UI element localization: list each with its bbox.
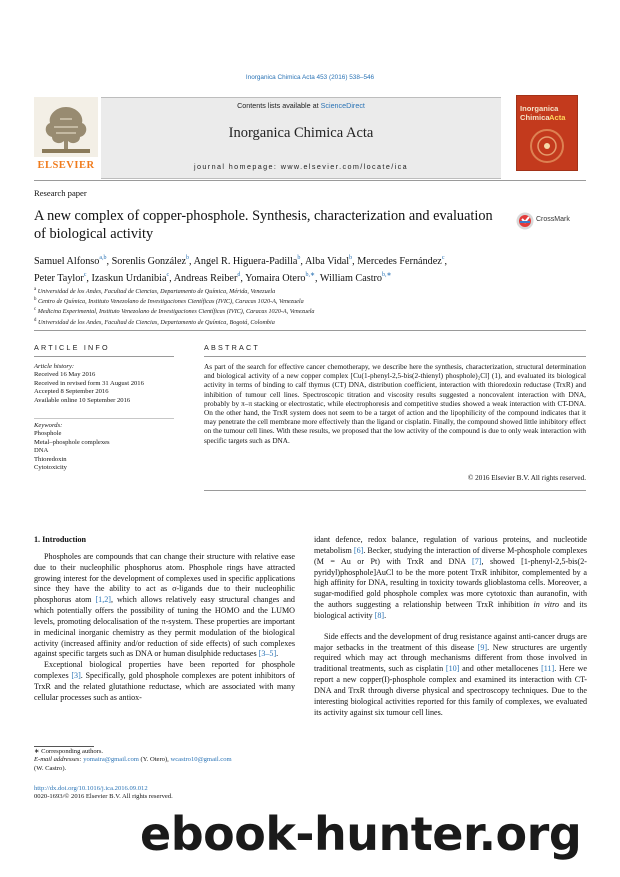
- citation-link[interactable]: [6]: [353, 545, 364, 555]
- history-item: Received in revised form 31 August 2016: [34, 379, 144, 387]
- email-label: E-mail addresses:: [34, 756, 84, 764]
- cover-title-3: Acta: [549, 113, 566, 122]
- body-text: , which allows relatively easy structural changes and which potentially offers the possibility of tuning the HOMO and the LUMO levels, promoting delocalisation of the π-system. These properties are important in medicinal inorganic chemistry as they permit modulation of the biological activity (increased affinity and/or reduction of side effects) of such complexes against specific targets such as DNA or human disulphide reductases: [34, 595, 295, 659]
- crossmark-badge[interactable]: [516, 212, 578, 230]
- watermark: ebook-hunter.org: [140, 807, 582, 861]
- author[interactable]: Sorenlis González: [111, 256, 187, 267]
- authors-line-2: Peter Taylor$^c$, Izaskun Urdanibia$^c$, Andreas Reiber$^d$, Yomaira Otero$^{b,∗}$, William Castro$^{b,∗}$: [34, 271, 392, 284]
- body-paragraph: [314, 535, 587, 622]
- journal-cover-image: [516, 95, 578, 171]
- author[interactable]: Mercedes Fernández: [357, 256, 442, 267]
- keywords-rule: [34, 418, 174, 419]
- abstract-bottom-rule: [204, 490, 586, 491]
- body-text: , showed [1-phenyl-2,5-bis(2-pyridyl)phosphole]AuCl to be the more potent TrxR inhibitor, complemented by a high affinity for DNA, resulting in toxicity towards glioblastoma cells. Moreover, a sugar-modified gold phosphole complex was more cytotoxic than auranofin, with the authors suggesting a relationship between TrxR inhibition: [314, 556, 587, 610]
- contents-line: [101, 101, 501, 110]
- author-affil-sup: a,b: [99, 255, 107, 261]
- history-item: Received 16 May 2016: [34, 371, 96, 379]
- body-text: . Specifically, gold phosphole complexes are potent inhibitors of TrxR and the related glutathione reductase, which are associated with many cellular processes such as antiox-: [34, 671, 295, 702]
- body-paragraph: [314, 632, 587, 719]
- cover-title-2: Chimica: [520, 113, 550, 122]
- abstract-heading: ABSTRACT: [204, 343, 260, 352]
- author[interactable]: William Castro: [319, 272, 383, 284]
- email-link[interactable]: wcastro10@gmail.com: [170, 756, 232, 764]
- journal-name: Inorganica Chimica Acta: [228, 125, 374, 141]
- affiliation-item: [34, 296, 594, 306]
- body-paragraph: [34, 552, 295, 660]
- citation-link[interactable]: [10]: [445, 664, 460, 674]
- author[interactable]: Peter Taylor: [34, 272, 84, 284]
- citation-link[interactable]: [3]: [71, 671, 81, 681]
- affiliation-list: [34, 286, 594, 327]
- affiliation-text: Medicina Experimental, Instituto Venezolano de Investigaciones Científicas (IVIC), Caracas 1020-A, Venezuela: [37, 308, 315, 316]
- author[interactable]: Izaskun Urdanibia: [91, 272, 167, 284]
- history-item: Available online 10 September 2016: [34, 396, 131, 404]
- affiliation-item: [34, 286, 594, 296]
- body-column-left: [34, 535, 295, 704]
- author-affil-sup: c: [83, 271, 87, 278]
- body-italic: in vitro: [533, 600, 560, 610]
- abstract-copyright: © 2016 Elsevier B.V. All rights reserved.: [467, 474, 586, 482]
- author[interactable]: Andreas Reiber: [173, 272, 238, 284]
- article-history: [34, 363, 184, 405]
- author[interactable]: Samuel Alfonso: [34, 256, 100, 267]
- affiliation-key: b: [34, 297, 37, 303]
- email-owner: (Y. Otero),: [138, 756, 171, 764]
- article-title: A new complex of copper-phosphole. Synthesis, characterization and evaluation of biological activity: [34, 208, 493, 242]
- history-label: Article history:: [34, 363, 75, 370]
- elsevier-tree-icon: [34, 97, 98, 157]
- article-info-rule: [34, 356, 174, 357]
- citation-link[interactable]: [7]: [472, 556, 482, 566]
- body-text: Side effects and the development of drug resistance against anti-cancer drugs are major setbacks in the treatment of this disease: [314, 631, 587, 652]
- body-text: .: [276, 649, 279, 659]
- affiliation-item: [34, 317, 594, 327]
- author-affil-sup: b: [297, 255, 301, 261]
- sciencedirect-link[interactable]: ScienceDirect: [320, 101, 365, 110]
- email-owner: (W. Castro).: [34, 764, 67, 772]
- affiliation-key: d: [34, 317, 37, 323]
- keyword-item: Cytotoxicity: [34, 464, 67, 472]
- abstract-rule: [204, 356, 586, 357]
- elsevier-wordmark: ELSEVIER: [37, 160, 95, 171]
- authors-line-1: Samuel Alfonso$^{a,b}$, Sorenlis González$^b$, Angel R. Higuera-Padilla$^b$, Alba Vidal$^b$, Mercedes Fernández$^c$,: [34, 255, 448, 267]
- crossmark-label: CrossMark: [536, 216, 570, 223]
- header-divider: [34, 180, 586, 181]
- email-link[interactable]: yomaira@gmail.com: [83, 756, 139, 764]
- journal-citation-link[interactable]: Inorganica Chimica Acta 453 (2016) 538–546: [245, 74, 375, 81]
- email-line: [34, 756, 295, 764]
- keyword-item: Phosphole: [34, 430, 62, 438]
- affiliation-item: [34, 306, 594, 316]
- keyword-item: Metal–phosphole complexes: [34, 438, 110, 446]
- affiliation-key: a: [34, 287, 37, 292]
- author-affil-sup: c: [166, 271, 170, 278]
- keyword-item: Thioredoxin: [34, 455, 67, 463]
- citation-link[interactable]: [1,2]: [95, 595, 111, 605]
- citation-link[interactable]: [8]: [374, 610, 385, 620]
- body-text: and its biological activity: [314, 600, 587, 620]
- author-affil-sup: b,∗: [382, 271, 392, 278]
- citation-link[interactable]: [9]: [477, 642, 488, 652]
- article-type: Research paper: [34, 188, 87, 198]
- journal-homepage: [101, 162, 501, 171]
- homepage-prefix: journal homepage:: [193, 162, 281, 171]
- body-text: . Here we report a new copper(I)-phosphole complex and examined its interaction with CT-DNA and TrxR through diverse physical and spectroscopy techniques. Due to the interesting biological activities reported for this family of complexes, we evaluated its activity against six tumour cell lines.: [314, 664, 587, 717]
- contents-prefix: Contents lists available at: [237, 101, 321, 110]
- body-text: idant defence, redox balance, regulation of various proteins, and nucleotide metabolism: [314, 535, 587, 555]
- doi-link[interactable]: http://dx.doi.org/10.1016/j.ica.2016.09.012: [34, 785, 148, 792]
- elsevier-logo: [34, 97, 98, 171]
- author-affil-sup: b: [349, 255, 353, 261]
- affiliation-text: Universidad de los Andes, Facultad de Ciencias, Departamento de Química, Mérida, Venezuela: [37, 288, 276, 295]
- affiliation-divider: [34, 330, 586, 331]
- footnote: [34, 748, 295, 773]
- issn-line: 0020-1693/© 2016 Elsevier B.V. All rights reserved.: [34, 793, 173, 801]
- author-affil-sup: b: [186, 255, 190, 261]
- section-heading-introduction: 1. Introduction: [34, 535, 87, 544]
- citation-link[interactable]: [11]: [541, 664, 555, 674]
- cover-art-icon: [521, 126, 573, 166]
- body-text: Phospholes are compounds that can change their structure with relative ease due to their nucleophilic phosphorus atom. Phosphole rings have attracted growing interest for the development of complexes used in specific applications since they have the ability to act as σ-ligands due to their nucleophilic phosphorus atom: [34, 551, 295, 605]
- author-list: [34, 252, 594, 285]
- footnote-rule: [34, 746, 94, 747]
- body-column-right: [314, 535, 587, 719]
- cover-title-1: Inorganica: [520, 104, 559, 113]
- author-affil-sup: b,∗: [305, 271, 315, 278]
- author[interactable]: Yomaira Otero: [245, 272, 306, 284]
- body-text: .: [384, 610, 387, 620]
- journal-header: [101, 97, 501, 179]
- doi-block: [34, 785, 173, 802]
- affiliation-text: Universidad de los Andes, Facultad de Ciencias, Departamento de Química, Bogotá, Colombia: [37, 318, 275, 326]
- citation-link[interactable]: [3–5]: [258, 649, 277, 659]
- history-item: Accepted 8 September 2016: [34, 388, 109, 396]
- body-text: . New structures are urgently required which may act through mechanisms different from those involved in traditional treatments, such as cisplatin: [314, 642, 587, 674]
- abstract-text: As part of the search for effective cancer chemotherapy, we describe here the synthesis, characterization, structural determination and biological activity of a new copper complex [Cu(1-phenyl-2,5-bis(2-thienyl) phosphole)₂Cl] (1), and evaluated its biological activity in terms of binding to calf thymus (CT) DNA, distribution coefficient, interaction with thioredoxin reductase (TrxR) and inhibition of tumour cell lines. Spectroscopic titration and viscosity results suggested a noncovalent interaction with DNA, probably by π–π stacking or electrostatic, while electrophoresis and competitive studies showed a weak interaction with CT-DNA. On the other hand, the TrxR system does not seem to be a target of action and the lipophilicity of the compound indicates that it may penetrate the cell membrane more effectively than the ligand or cisplatin. Finally, the compound showed little inhibitory effect on the tumour cell lines. With these results, we proposed that the low activity of the compound is due to only weak interaction with specific targets such as DNA.: [204, 363, 586, 445]
- body-text: . Becker, studying the interaction of diverse M-phosphole complexes (M = Au or Pt) with TrxR and DNA: [314, 545, 587, 566]
- keyword-item: DNA: [34, 447, 49, 455]
- affiliation-text: Centro de Química, Instituto Venezolano de Investigaciones Científicas (IVIC), Caracas 1020-A, Venezuela: [37, 298, 304, 306]
- article-info-heading: ARTICLE INFO: [34, 343, 110, 352]
- body-text: and other metallocenes: [459, 664, 542, 674]
- author[interactable]: Alba Vidal: [304, 256, 350, 267]
- keywords-label: Keywords:: [34, 422, 63, 429]
- keywords: [34, 422, 184, 472]
- crossmark-icon: [516, 212, 534, 230]
- body-paragraph: [34, 660, 295, 703]
- affiliation-key: c: [34, 307, 37, 313]
- body-text: Exceptional biological properties have been reported for phosphole complexes: [34, 660, 295, 681]
- author-affil-sup: d: [237, 271, 241, 278]
- author[interactable]: Angel R. Higuera-Padilla: [193, 256, 298, 267]
- author-affil-sup: c: [441, 255, 445, 261]
- homepage-link[interactable]: www.elsevier.com/locate/ica: [280, 162, 409, 171]
- corresponding-note: ∗ Corresponding authors.: [34, 748, 104, 755]
